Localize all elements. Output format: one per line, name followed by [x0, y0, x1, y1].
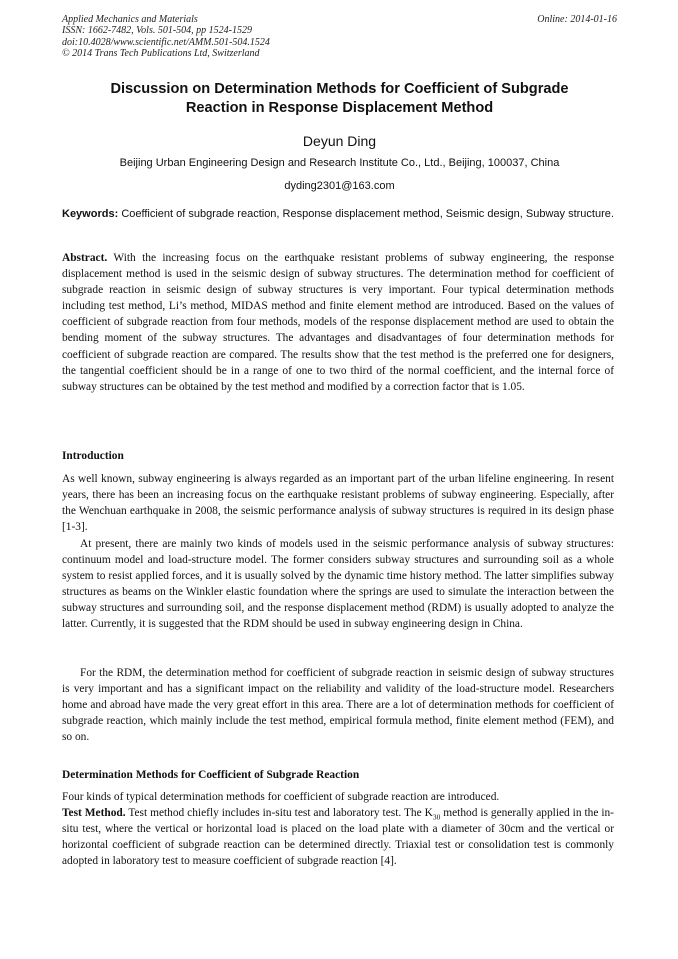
- determination-paragraph-1: Four kinds of typical determination methods for coefficient of subgrade reaction are introduced.: [62, 791, 500, 803]
- author-name: Deyun Ding: [302, 133, 377, 149]
- copyright-line: © 2014 Trans Tech Publications Ltd, Switzerland: [62, 48, 260, 60]
- intro-paragraph-3: For the RDM, the determination method for coefficient of subgrade reaction in seismic design of subway structures is very important and has a significant impact on the reliability and validity of the load-structure model. Researchers home and abroad have made the very great effort in this area. There are a lot of determination methods for coefficient of subgrade reaction, which mainly include the test method, empirical formula method, finite element method (FEM), and so on.: [62, 667, 614, 744]
- abstract-label: Abstract.: [62, 252, 108, 264]
- keywords-label: Keywords:: [62, 208, 119, 220]
- intro-paragraph-1: As well known, subway engineering is always regarded as an important part of the urban lifeline engineering. In resent years, there has been an increasing focus on the earthquake resistant problems of subway engineering. Especially, after the Wenchuan earthquake in 2008, the seismic performance analysis of subway structures is required in its design phase [1-3].: [62, 473, 614, 534]
- test-method-text-a: Test method chiefly includes in-situ test and laboratory test. The K: [128, 807, 433, 819]
- section-heading-determination: Determination Methods for Coefficient of Subgrade Reaction: [62, 769, 360, 781]
- doi-line: doi:10.4028/www.scientific.net/AMM.501-504.1524: [62, 36, 270, 48]
- abstract-text: With the increasing focus on the earthquake resistant problems of subway engineering, the response displacement method is used in the seismic design of subway structures. The determination method for coefficient of subgrade reaction in seismic design of subway structures is very important. Four typical determination methods including test method, Li’s method, MIDAS method and finite element method are introduced. Based on the values of coefficient of subgrade reaction from four methods, models of the response displacement method are used to obtain the bending moment of the subway structures. The advantages and disadvantages of four determination methods for coefficient of subgrade reaction are compared. The results show that the test method is the preferred one for designers, the tangential coefficient should be in a range of one to two third of the normal coefficient, and the internal force of subway structures can be obtained by the test method and modified by a correction factor that is 1.05.: [62, 252, 614, 393]
- section-heading-introduction: Introduction: [62, 450, 124, 462]
- author-affiliation: Beijing Urban Engineering Design and Research Institute Co., Ltd., Beijing, 100037, China: [119, 157, 560, 169]
- journal-header: [62, 14, 617, 60]
- intro-paragraph-2: At present, there are mainly two kinds of models used in the seismic performance analysis of subway structures: continuum model and load-structure model. The former considers subway structures and surrounding soil as a whole system to resist applied forces, and it is usually solved by the dynamic time history method. The latter simplifies subway structures as beams on the Winkler elastic foundation where the springs are used to simulate the interaction between the subway structures and surrounding soil, and the response displacement method (RDM) is usually adopted to analyze the latter. Currently, it is suggested that the RDM should be used in subway engineering design in China.: [62, 538, 614, 631]
- k30-subscript: 30: [432, 812, 441, 822]
- test-method-paragraph: [62, 805, 614, 869]
- issn-line: ISSN: 1662-7482, Vols. 501-504, pp 1524-1529: [62, 25, 252, 37]
- author-email: dyding2301@163.com: [284, 180, 395, 192]
- journal-name: Applied Mechanics and Materials: [62, 14, 198, 25]
- test-method-text-b: method is generally applied in the in-situ test, where the vertical or horizontal load is placed on the load plate with a diameter of 30cm and the vertical or horizontal coefficient of subgrade reaction can be determined directly. Triaxial test or consolidation test is commonly adopted in laboratory test to measure coefficient of subgrade reaction [4].: [62, 807, 614, 868]
- keywords-text: Coefficient of subgrade reaction, Response displacement method, Seismic design, Subway structure.: [121, 208, 614, 220]
- paper-title: [62, 80, 617, 118]
- title-line-2: Reaction in Response Displacement Method: [185, 100, 494, 116]
- online-date: Online: 2014-01-16: [537, 14, 617, 25]
- keywords: [62, 207, 617, 223]
- title-line-1: Discussion on Determination Methods for Coefficient of Subgrade: [110, 81, 569, 97]
- abstract: [62, 250, 614, 395]
- test-method-label: Test Method.: [62, 807, 126, 819]
